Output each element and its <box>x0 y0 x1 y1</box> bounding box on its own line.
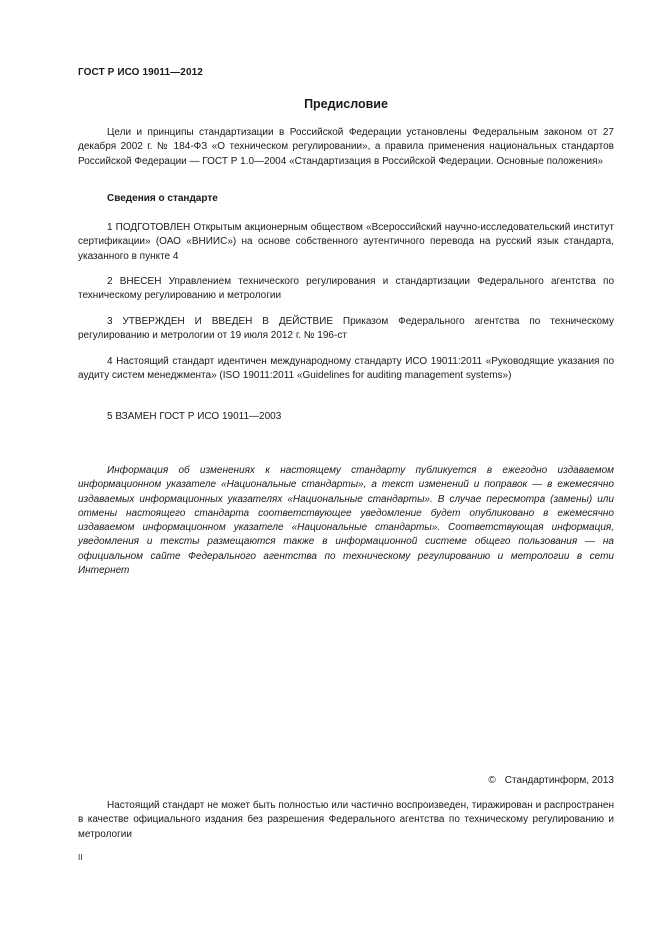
item-2: 2 ВНЕСЕН Управлением технического регулирования и стандартизации Федерального агентства по техническому регулированию и метрологии <box>78 276 614 302</box>
info-heading: Сведения о стандарте <box>107 193 218 204</box>
intro-paragraph: Цели и принципы стандартизации в Российской Федерации установлены Федеральным законом от 27 декабря 2002 г. № 184-ФЗ «О техническом регулировании», а правила применения национальных стандартов Российской Федерации — ГОСТ Р 1.0—2004 «Стандартизация в Российской Федерации. Основные положения» <box>78 127 614 167</box>
standard-code: ГОСТ Р ИСО 19011—2012 <box>78 67 203 78</box>
copyright-line <box>488 775 614 786</box>
notice-paragraph: Информация об изменениях к настоящему стандарту публикуется в ежегодно издаваемом информационном указателе «Национальные стандарты», а текст изменений и поправок — в ежемесячно издаваемых информационных указателях «Национальные стандарты». В случае пересмотра (замены) или отмены настоящего стандарта соответствующее уведомление будет опубликовано в ежемесячно издаваемом информационном указателе «Национальные стандарты». Соответствующая информация, уведомления и тексты размещаются также в информационной системе общего пользования — на официальном сайте Федерального агентства по техническому регулированию и метрологии в сети Интернет <box>78 465 614 577</box>
item-3: 3 УТВЕРЖДЕН И ВВЕДЕН В ДЕЙСТВИЕ Приказом Федерального агентства по техническому регулированию и метрологии от 19 июля 2012 г. № 196-ст <box>78 316 614 342</box>
page-number: II <box>78 853 83 862</box>
item-4: 4 Настоящий стандарт идентичен международному стандарту ИСО 19011:2011 «Руководящие указания по аудиту систем менеджмента» (ISO 19011:2011 «Guidelines for auditing management systems») <box>78 356 614 382</box>
reproduction-paragraph: Настоящий стандарт не может быть полностью или частично воспроизведен, тиражирован и распространен в качестве официального издания без разрешения Федерального агентства по техническому регулированию и метрологии <box>78 800 614 840</box>
copyright-text: Стандартинформ, 2013 <box>504 775 614 786</box>
copyright-symbol: © <box>488 775 496 786</box>
page-title: Предисловие <box>304 97 388 111</box>
item-1: 1 ПОДГОТОВЛЕН Открытым акционерным обществом «Всероссийский научно-исследовательский институт сертификации» (ОАО «ВНИИС») на основе собственного аутентичного перевода на русский язык стандарта, указанного в пункте 4 <box>78 222 614 262</box>
item-5: 5 ВЗАМЕН ГОСТ Р ИСО 19011—2003 <box>107 411 282 422</box>
